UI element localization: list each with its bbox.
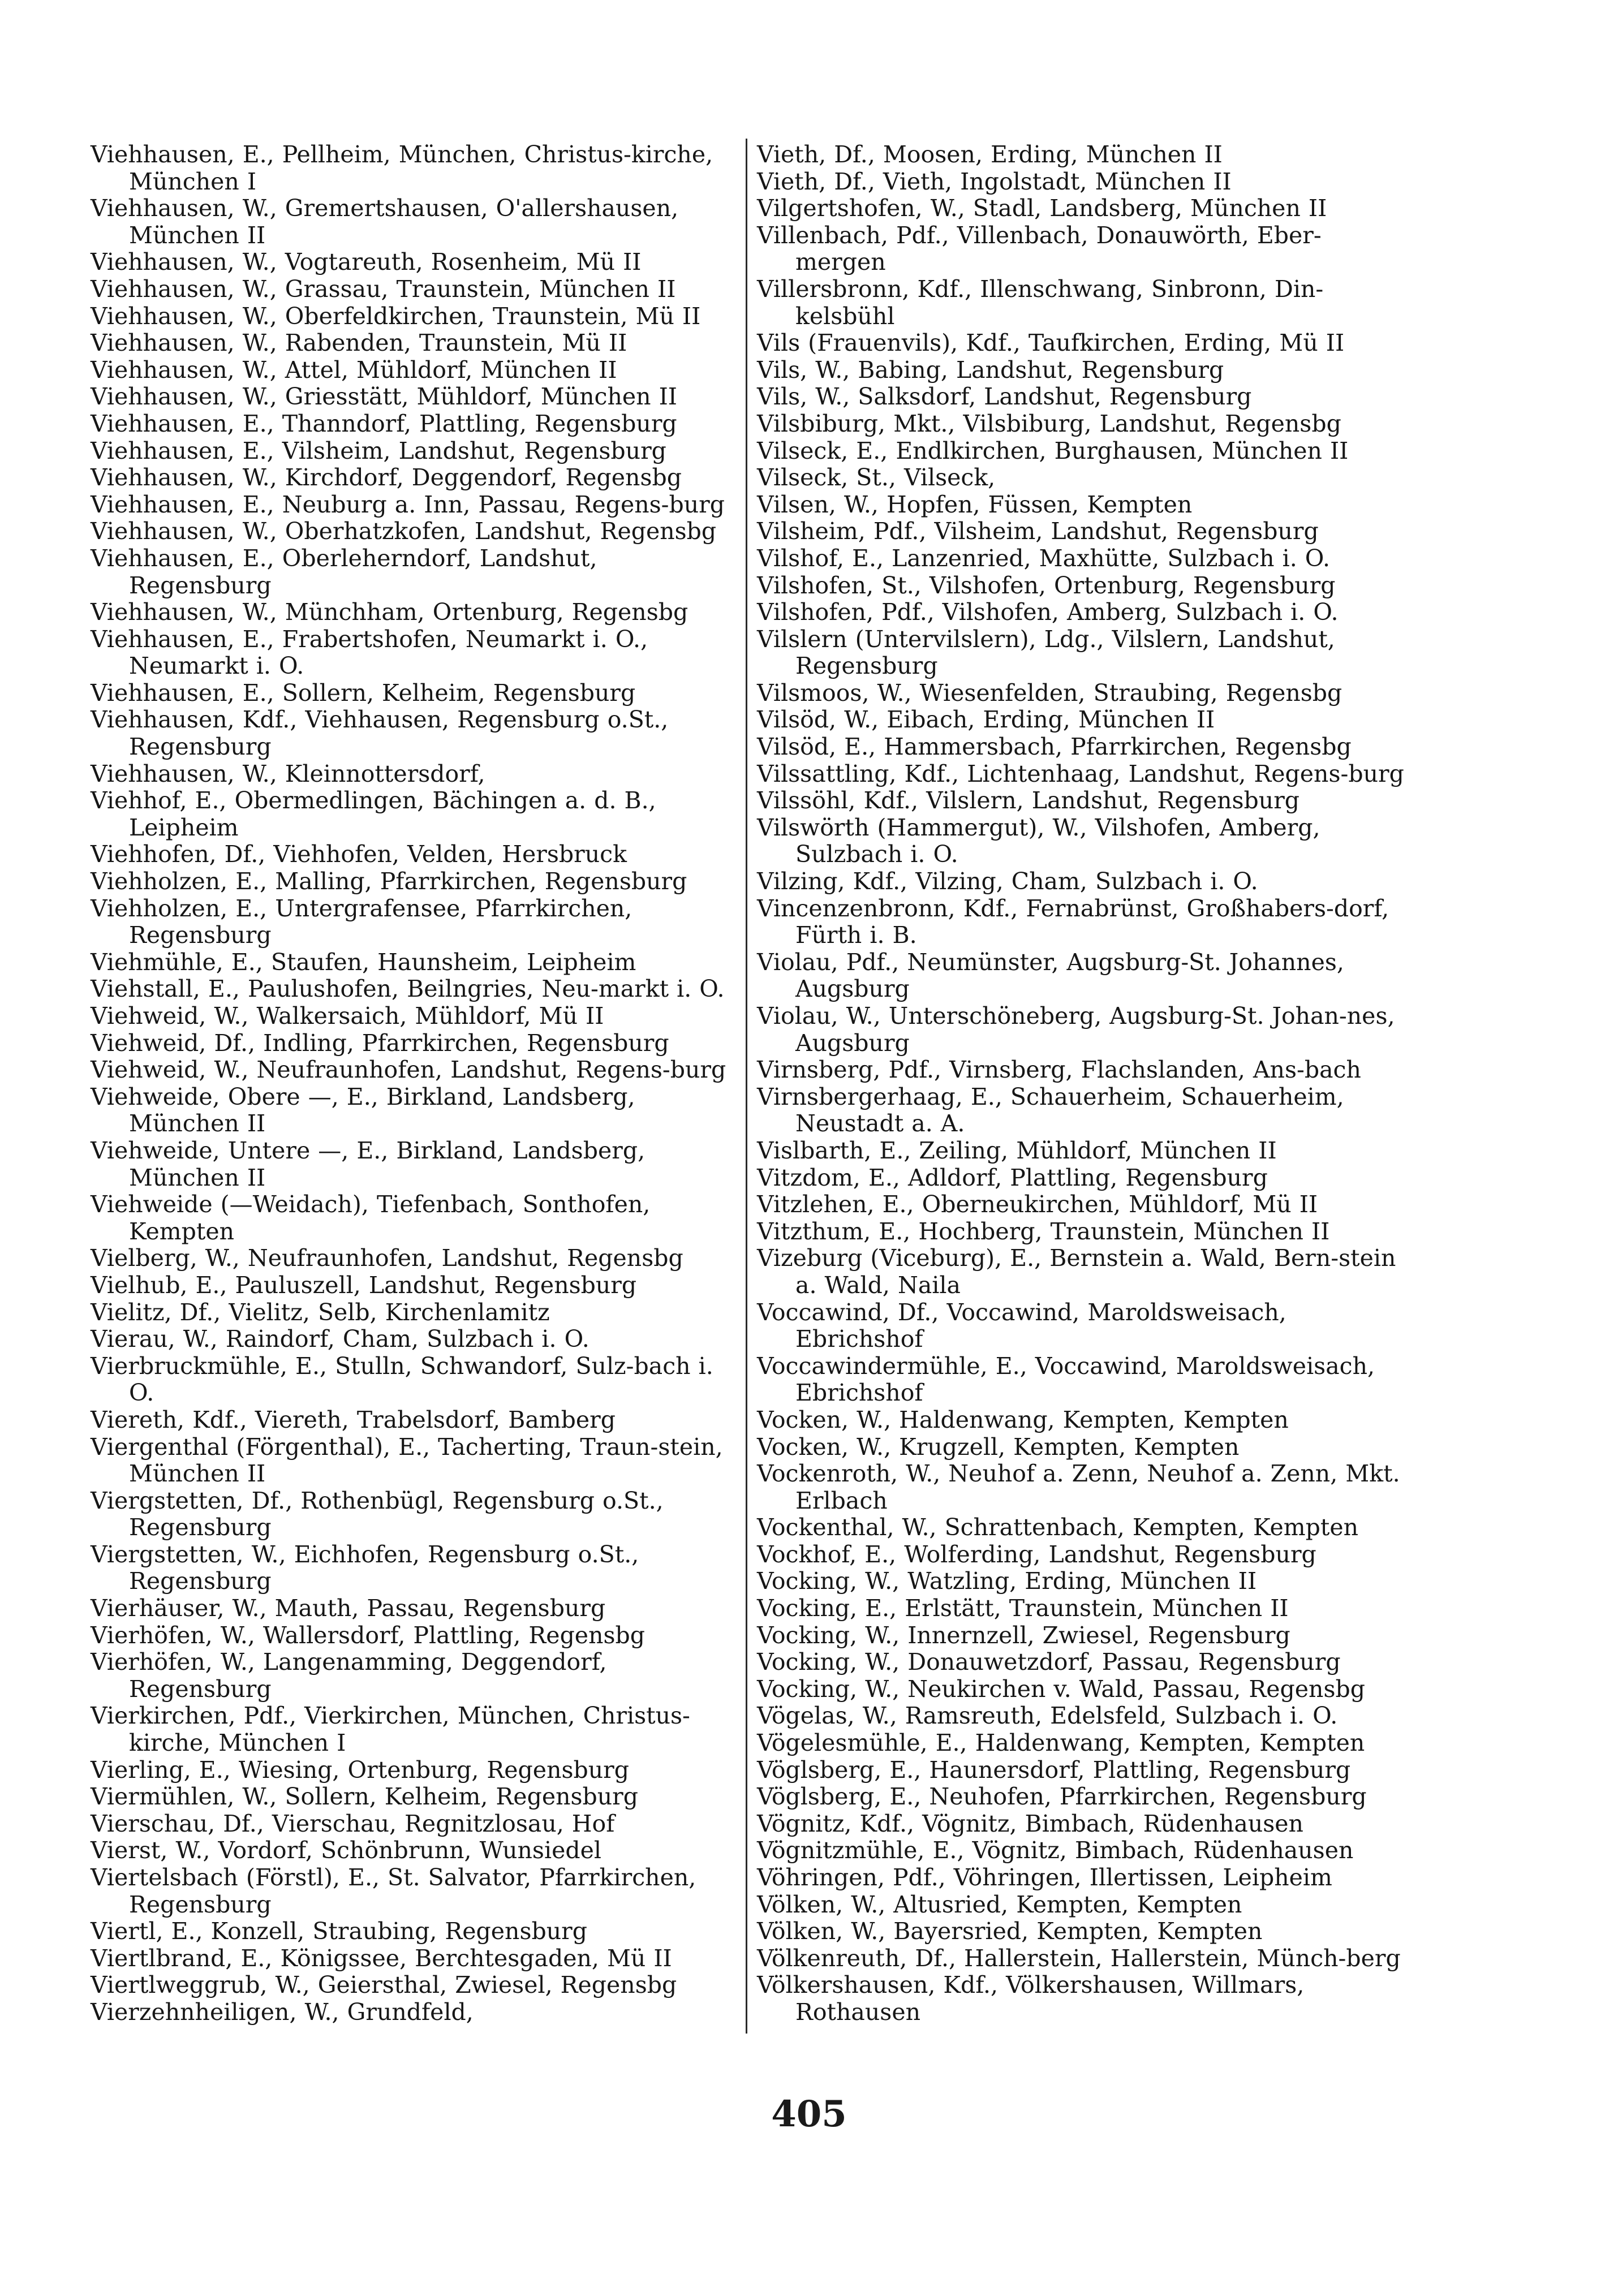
gazetteer-entry: Vilsbiburg, Mkt., Vilsbiburg, Landshut, Regensbg bbox=[757, 410, 1341, 437]
gazetteer-entry: Vilsen, W., Hopfen, Füssen, Kempten bbox=[757, 490, 1193, 518]
gazetteer-entry: Viehstall, E., Paulushofen, Beilngries, Neu-markt i. O. bbox=[91, 975, 725, 1003]
gazetteer-entry: Vislbarth, E., Zeiling, Mühldorf, München II bbox=[757, 1136, 1277, 1164]
gazetteer-entry: Viehhausen, W., Münchham, Ortenburg, Regensbg bbox=[91, 598, 688, 626]
gazetteer-entry: Viehhausen, W., Oberhatzkofen, Landshut, Regensbg bbox=[91, 518, 717, 545]
gazetteer-entry: Vockenthal, W., Schrattenbach, Kempten, Kempten bbox=[757, 1514, 1359, 1541]
gazetteer-entry: Viehhausen, E., Sollern, Kelheim, Regensburg bbox=[91, 679, 636, 707]
gazetteer-entry: Viehweide, Obere —, E., Birkland, Landsberg, München II bbox=[91, 1083, 635, 1138]
gazetteer-entry: Vilseck, E., Endlkirchen, Burghausen, München II bbox=[757, 437, 1349, 464]
gazetteer-entry: Viehmühle, E., Staufen, Haunsheim, Leipheim bbox=[91, 948, 636, 976]
gazetteer-entry: Vilslern (Untervilslern), Ldg., Vilslern, Landshut, Regensburg bbox=[757, 625, 1335, 680]
gazetteer-entry: Vocking, E., Erlstätt, Traunstein, München II bbox=[757, 1595, 1289, 1622]
gazetteer-entry: Viergstetten, Df., Rothenbügl, Regensburg o.St., Regensburg bbox=[91, 1487, 664, 1541]
gazetteer-entry: Vierkirchen, Pdf., Vierkirchen, München, Christus-kirche, München I bbox=[91, 1702, 690, 1757]
gazetteer-entry: Vilgertshofen, W., Stadl, Landsberg, München II bbox=[757, 195, 1327, 222]
gazetteer-entry: Vils (Frauenvils), Kdf., Taufkirchen, Erding, Mü II bbox=[757, 329, 1345, 357]
gazetteer-entry: Viehhausen, W., Oberfeldkirchen, Traunstein, Mü II bbox=[91, 302, 701, 330]
gazetteer-entry: Vielitz, Df., Vielitz, Selb, Kirchenlamitz bbox=[91, 1298, 550, 1326]
gazetteer-entry: Viehhausen, E., Pellheim, München, Christus-kirche, München I bbox=[91, 141, 713, 195]
gazetteer-entry: Vierbruckmühle, E., Stulln, Schwandorf, Sulz-bach i. O. bbox=[91, 1352, 713, 1407]
gazetteer-entry: Viertlbrand, E., Königssee, Berchtesgaden, Mü II bbox=[91, 1944, 672, 1972]
gazetteer-entry: Violau, Pdf., Neumünster, Augsburg-St. Johannes, Augsburg bbox=[757, 948, 1344, 1003]
gazetteer-entry: Viehhausen, Kdf., Viehhausen, Regensburg o.St., Regensburg bbox=[91, 706, 669, 761]
gazetteer-entry: Viehweid, Df., Indling, Pfarrkirchen, Regensburg bbox=[91, 1029, 669, 1057]
gazetteer-entry: Völkenreuth, Df., Hallerstein, Hallerstein, Münch-berg bbox=[757, 1944, 1401, 1972]
gazetteer-entry: Viehweid, W., Neufraunhofen, Landshut, Regens-burg bbox=[91, 1056, 726, 1084]
gazetteer-entry: Viehhausen, W., Kleinnottersdorf, bbox=[91, 760, 485, 787]
gazetteer-entry: Vieth, Df., Moosen, Erding, München II bbox=[757, 141, 1223, 168]
gazetteer-entry: Viehholzen, E., Untergrafensee, Pfarrkirchen, Regensburg bbox=[91, 894, 632, 949]
gazetteer-entry: Viehhausen, E., Neuburg a. Inn, Passau, Regens-burg bbox=[91, 490, 725, 518]
gazetteer-entry: Vilshofen, St., Vilshofen, Ortenburg, Regensburg bbox=[757, 571, 1336, 599]
gazetteer-entry: Viertelsbach (Förstl), E., St. Salvator, Pfarrkirchen, Regensburg bbox=[91, 1864, 696, 1918]
gazetteer-entry: Viereth, Kdf., Viereth, Trabelsdorf, Bamberg bbox=[91, 1406, 616, 1433]
gazetteer-entry: Viergenthal (Förgenthal), E., Tacherting, Traun-stein, München II bbox=[91, 1433, 723, 1488]
gazetteer-entry: Viehholzen, E., Malling, Pfarrkirchen, Regensburg bbox=[91, 868, 687, 895]
gazetteer-entry: Völkershausen, Kdf., Völkershausen, Willmars, Rothausen bbox=[757, 1971, 1305, 2026]
gazetteer-entry: Vilshofen, Pdf., Vilshofen, Amberg, Sulzbach i. O. bbox=[757, 598, 1339, 626]
gazetteer-entry: Vocken, W., Krugzell, Kempten, Kempten bbox=[757, 1433, 1240, 1461]
gazetteer-entry: Viehhausen, W., Kirchdorf, Deggendorf, Regensbg bbox=[91, 464, 682, 492]
gazetteer-entry: Völken, W., Bayersried, Kempten, Kempten bbox=[757, 1918, 1263, 1945]
gazetteer-entry: Vils, W., Salksdorf, Landshut, Regensburg bbox=[757, 383, 1252, 411]
gazetteer-entry: Viehhausen, W., Attel, Mühldorf, München II bbox=[91, 356, 617, 384]
gazetteer-entry: Vocking, W., Neukirchen v. Wald, Passau, Regensbg bbox=[757, 1675, 1365, 1703]
gazetteer-entry: Vocking, W., Watzling, Erding, München II bbox=[757, 1567, 1257, 1595]
gazetteer-entry: Viertl, E., Konzell, Straubing, Regensburg bbox=[91, 1918, 587, 1945]
gazetteer-entry: Vieth, Df., Vieth, Ingolstadt, München II bbox=[757, 167, 1232, 195]
gazetteer-entry: Viehhausen, W., Gremertshausen, O'allershausen, München II bbox=[91, 195, 679, 249]
gazetteer-entry: Viehweide, Untere —, E., Birkland, Landsberg, München II bbox=[91, 1136, 646, 1191]
gazetteer-entry: Vilzing, Kdf., Vilzing, Cham, Sulzbach i. O. bbox=[757, 868, 1258, 895]
right-column bbox=[757, 141, 1408, 2026]
gazetteer-entry: Vitzdom, E., Adldorf, Plattling, Regensburg bbox=[757, 1164, 1268, 1191]
gazetteer-entry: Vielberg, W., Neufraunhofen, Landshut, Regensbg bbox=[91, 1244, 683, 1272]
gazetteer-entry: Vögelas, W., Ramsreuth, Edelsfeld, Sulzbach i. O. bbox=[757, 1702, 1338, 1730]
gazetteer-entry: Villenbach, Pdf., Villenbach, Donauwörth, Eber-mergen bbox=[757, 221, 1322, 276]
gazetteer-entry: Vockhof, E., Wolferding, Landshut, Regensburg bbox=[757, 1540, 1316, 1568]
gazetteer-entry: Vocking, W., Donauwetzdorf, Passau, Regensburg bbox=[757, 1648, 1341, 1676]
gazetteer-entry: Voccawindermühle, E., Voccawind, Maroldsweisach, Ebrichshof bbox=[757, 1352, 1375, 1407]
gazetteer-entry: Vierhäuser, W., Mauth, Passau, Regensburg bbox=[91, 1595, 606, 1622]
gazetteer-entry: Villersbronn, Kdf., Illenschwang, Sinbronn, Din-kelsbühl bbox=[757, 275, 1324, 330]
gazetteer-entry: Vizeburg (Viceburg), E., Bernstein a. Wald, Bern-stein a. Wald, Naila bbox=[757, 1244, 1396, 1299]
gazetteer-entry: Vitzlehen, E., Oberneukirchen, Mühldorf, Mü II bbox=[757, 1191, 1318, 1218]
gazetteer-entry: Vielhub, E., Pauluszell, Landshut, Regensburg bbox=[91, 1271, 637, 1299]
gazetteer-entry: Vils, W., Babing, Landshut, Regensburg bbox=[757, 356, 1224, 384]
gazetteer-entry: Vocken, W., Haldenwang, Kempten, Kempten bbox=[757, 1406, 1289, 1433]
gazetteer-entry: Viehhausen, W., Grassau, Traunstein, München II bbox=[91, 275, 676, 303]
gazetteer-entry: Völken, W., Altusried, Kempten, Kempten bbox=[757, 1890, 1242, 1918]
gazetteer-entry: Vögnitz, Kdf., Vögnitz, Bimbach, Rüdenhausen bbox=[757, 1810, 1303, 1837]
gazetteer-entry: Vierschau, Df., Vierschau, Regnitzlosau, Hof bbox=[91, 1810, 615, 1837]
gazetteer-entry: Voccawind, Df., Voccawind, Maroldsweisach, Ebrichshof bbox=[757, 1298, 1286, 1353]
gazetteer-entry: Vögnitzmühle, E., Vögnitz, Bimbach, Rüdenhausen bbox=[757, 1837, 1354, 1864]
gazetteer-entry: Vilshof, E., Lanzenried, Maxhütte, Sulzbach i. O. bbox=[757, 544, 1331, 572]
gazetteer-entry: Vöhringen, Pdf., Vöhringen, Illertissen, Leipheim bbox=[757, 1864, 1332, 1891]
gazetteer-entry: Viehhof, E., Obermedlingen, Bächingen a. d. B., Leipheim bbox=[91, 787, 656, 841]
gazetteer-entry: Viergstetten, W., Eichhofen, Regensburg o.St., Regensburg bbox=[91, 1540, 639, 1595]
gazetteer-entry: Viertlweggrub, W., Geiersthal, Zwiesel, Regensbg bbox=[91, 1971, 677, 1999]
gazetteer-entry: Vöglsberg, E., Neuhofen, Pfarrkirchen, Regensburg bbox=[757, 1783, 1367, 1811]
gazetteer-entry: Vocking, W., Innernzell, Zwiesel, Regensburg bbox=[757, 1621, 1290, 1649]
gazetteer-entry: Vilswörth (Hammergut), W., Vilshofen, Amberg, Sulzbach i. O. bbox=[757, 813, 1320, 868]
gazetteer-entry: Vögelesmühle, E., Haldenwang, Kempten, Kempten bbox=[757, 1729, 1365, 1757]
column-divider bbox=[746, 139, 747, 2034]
gazetteer-entry: Viehhausen, E., Vilsheim, Landshut, Regensburg bbox=[91, 437, 666, 464]
gazetteer-entry: Viehhausen, E., Frabertshofen, Neumarkt i. O., Neumarkt i. O. bbox=[91, 625, 648, 680]
gazetteer-entry: Vitzthum, E., Hochberg, Traunstein, München II bbox=[757, 1217, 1330, 1245]
gazetteer-entry: Viehweid, W., Walkersaich, Mühldorf, Mü II bbox=[91, 1002, 604, 1029]
gazetteer-entry: Viehhofen, Df., Viehhofen, Velden, Hersbruck bbox=[91, 841, 627, 868]
gazetteer-entry: Vincenzenbronn, Kdf., Fernabrünst, Großhabers-dorf, Fürth i. B. bbox=[757, 894, 1389, 949]
gazetteer-entry: Viehhausen, W., Rabenden, Traunstein, Mü II bbox=[91, 329, 627, 357]
gazetteer-entry: Viehhausen, E., Oberleherndorf, Landshut, Regensburg bbox=[91, 544, 597, 599]
gazetteer-entry: Vierhöfen, W., Langenamming, Deggendorf, Regensburg bbox=[91, 1648, 607, 1703]
gazetteer-entry: Vierling, E., Wiesing, Ortenburg, Regensburg bbox=[91, 1756, 630, 1784]
gazetteer-entry: Vilsöd, E., Hammersbach, Pfarrkirchen, Regensbg bbox=[757, 733, 1352, 761]
gazetteer-entry: Vilssattling, Kdf., Lichtenhaag, Landshut, Regens-burg bbox=[757, 760, 1404, 787]
gazetteer-entry: Vilsöd, W., Eibach, Erding, München II bbox=[757, 706, 1215, 734]
gazetteer-entry: Vilssöhl, Kdf., Vilslern, Landshut, Regensburg bbox=[757, 787, 1300, 815]
gazetteer-entry: Vierst, W., Vordorf, Schönbrunn, Wunsiedel bbox=[91, 1837, 601, 1864]
gazetteer-entry: Viehhausen, W., Griesstätt, Mühldorf, München II bbox=[91, 383, 677, 411]
gazetteer-entry: Viehhausen, E., Thanndorf, Plattling, Regensburg bbox=[91, 410, 677, 437]
left-column bbox=[91, 141, 741, 2026]
gazetteer-entry: Vilseck, St., Vilseck, bbox=[757, 464, 996, 492]
gazetteer-entry: Viehweide (—Weidach), Tiefenbach, Sonthofen, Kempten bbox=[91, 1191, 651, 1245]
page-number: 405 bbox=[771, 2093, 847, 2135]
gazetteer-entry: Vockenroth, W., Neuhof a. Zenn, Neuhof a. Zenn, Mkt. Erlbach bbox=[757, 1460, 1400, 1514]
gazetteer-entry: Vilsheim, Pdf., Vilsheim, Landshut, Regensburg bbox=[757, 518, 1319, 545]
gazetteer-entry: Vierzehnheiligen, W., Grundfeld, bbox=[91, 1998, 474, 2026]
gazetteer-entry: Vöglsberg, E., Haunersdorf, Plattling, Regensburg bbox=[757, 1756, 1351, 1784]
gazetteer-entry: Violau, W., Unterschöneberg, Augsburg-St. Johan-nes, Augsburg bbox=[757, 1002, 1395, 1057]
gazetteer-entry: Viehhausen, W., Vogtareuth, Rosenheim, Mü II bbox=[91, 248, 642, 276]
gazetteer-entry: Vilsmoos, W., Wiesenfelden, Straubing, Regensbg bbox=[757, 679, 1342, 707]
gazetteer-entry: Viermühlen, W., Sollern, Kelheim, Regensburg bbox=[91, 1783, 639, 1811]
gazetteer-entry: Virnsberg, Pdf., Virnsberg, Flachslanden, Ans-bach bbox=[757, 1056, 1361, 1084]
gazetteer-entry: Vierau, W., Raindorf, Cham, Sulzbach i. O. bbox=[91, 1325, 589, 1353]
gazetteer-entry: Vierhöfen, W., Wallersdorf, Plattling, Regensbg bbox=[91, 1621, 646, 1649]
gazetteer-entry: Virnsbergerhaag, E., Schauerheim, Schauerheim, Neustadt a. A. bbox=[757, 1083, 1344, 1138]
